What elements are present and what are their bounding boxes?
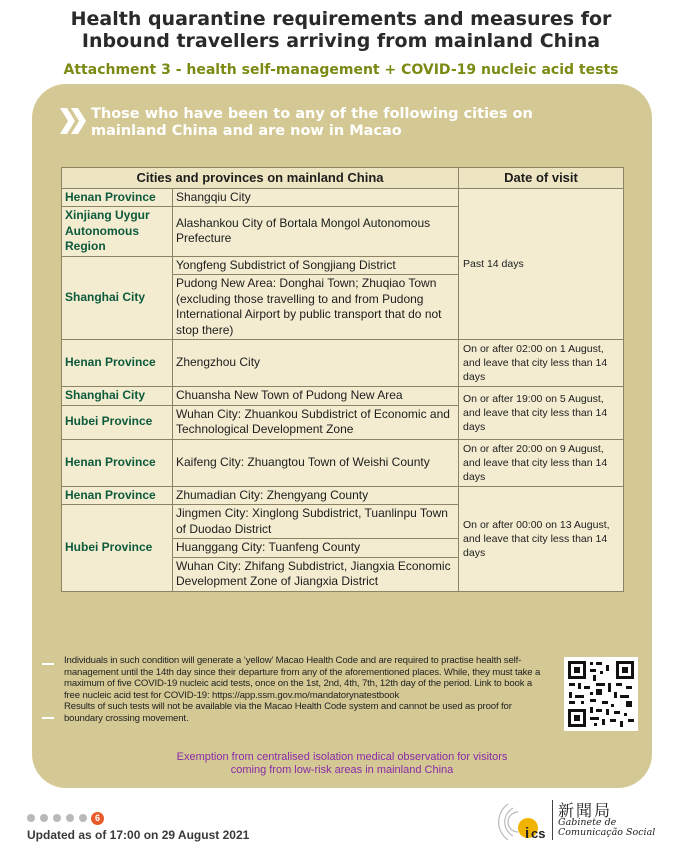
column-header-date: Date of visit xyxy=(459,168,624,189)
city-cell: Huanggang City: Tuanfeng County xyxy=(173,539,459,558)
qr-code[interactable] xyxy=(564,657,638,731)
province-cell: Hubei Province xyxy=(62,505,173,592)
svg-text:cs: cs xyxy=(531,826,546,841)
table-header-row xyxy=(62,168,624,189)
section-heading-line1: Those who have been to any of the following cities on xyxy=(91,106,533,122)
exemption-link[interactable] xyxy=(32,751,652,777)
gcs-logo xyxy=(498,796,678,846)
table-row xyxy=(62,387,624,406)
logo-portuguese-name xyxy=(558,818,655,838)
province-cell: Shanghai City xyxy=(62,256,173,340)
city-cell: Alashankou City of Bortala Mongol Autonomous Prefecture xyxy=(173,207,459,257)
logo-pt-line1: Gabinete de xyxy=(558,817,617,828)
city-cell: Kaifeng City: Zhuangtou Town of Weishi County xyxy=(173,439,459,486)
page-title xyxy=(0,8,682,52)
date-cell: On or after 00:00 on 13 August, and leave that city less than 14 days xyxy=(459,486,624,591)
province-cell: Henan Province xyxy=(62,188,173,207)
page-subtitle: Attachment 3 - health self-management + COVID-19 nucleic acid tests xyxy=(63,62,619,78)
page-title-line1: Health quarantine requirements and measures for xyxy=(70,8,612,30)
section-heading xyxy=(91,106,611,140)
logo-chinese-name: 新聞局 xyxy=(558,801,613,820)
double-chevron-icon xyxy=(58,106,88,136)
page-dot[interactable] xyxy=(79,814,87,822)
current-page-badge: 6 xyxy=(91,812,104,825)
exemption-line1: Exemption from centralised isolation medical observation for visitors xyxy=(176,751,508,763)
svg-text:i: i xyxy=(525,825,530,842)
logo-divider xyxy=(552,800,553,840)
date-cell: On or after 20:00 on 9 August, and leave that city less than 14 days xyxy=(459,439,624,486)
table-row xyxy=(62,340,624,387)
province-cell: Shanghai City xyxy=(62,387,173,406)
cities-table xyxy=(61,167,624,592)
table-row xyxy=(62,188,624,207)
date-cell: On or after 02:00 on 1 August, and leave that city less than 14 days xyxy=(459,340,624,387)
page-dot[interactable] xyxy=(53,814,61,822)
section-heading-line2: mainland China and are now in Macao xyxy=(91,123,402,139)
note-dash xyxy=(42,717,54,719)
city-cell: Zhengzhou City xyxy=(173,340,459,387)
date-cell: Past 14 days xyxy=(459,188,624,340)
page-dot[interactable] xyxy=(40,814,48,822)
city-cell: Wuhan City: Zhuankou Subdistrict of Economic and Technological Development Zone xyxy=(173,405,459,439)
province-cell: Xinjiang Uygur Autonomous Region xyxy=(62,207,173,257)
gcs-emblem-icon xyxy=(498,800,550,844)
table-row xyxy=(62,486,624,505)
note-text: Individuals in such condition will generate a ‘yellow’ Macao Health Code and are required to practise health self-management until the 14th day since their departure from any of the aforementioned places. While, they must take a maximum of five COVID-19 nucleic acid tests, once on the 1st, 2nd, 4th, 7th, 12th day of the period. Link to book a free nucleic acid test for COVID-19: https://app.ssm.gov.mo/mandatorynatestbook xyxy=(64,655,541,701)
page-dot[interactable] xyxy=(27,814,35,822)
province-cell: Henan Province xyxy=(62,486,173,505)
page-title-line2: Inbound travellers arriving from mainland China xyxy=(81,30,601,52)
city-cell: Shangqiu City xyxy=(173,188,459,207)
city-cell: Chuansha New Town of Pudong New Area xyxy=(173,387,459,406)
column-header-cities: Cities and provinces on mainland China xyxy=(62,168,459,189)
date-cell: On or after 19:00 on 5 August, and leave that city less than 14 days xyxy=(459,387,624,440)
table-row xyxy=(62,439,624,486)
note-text: Results of such tests will not be available via the Macao Health Code system and cannot be used as proof for boundary crossing movement. xyxy=(64,701,512,724)
updated-timestamp: Updated as of 17:00 on 29 August 2021 xyxy=(27,828,250,842)
province-cell: Henan Province xyxy=(62,439,173,486)
city-cell: Pudong New Area: Donghai Town; Zhuqiao Town (excluding those travelling to and from Pudong International Airport by public transport that do not stop there) xyxy=(173,275,459,340)
logo-pt-line2: Comunicação Social xyxy=(558,827,656,838)
province-cell: Hubei Province xyxy=(62,405,173,439)
city-cell: Wuhan City: Zhifang Subdistrict, Jiangxia Economic Development Zone of Jiangxia District xyxy=(173,557,459,591)
province-cell: Henan Province xyxy=(62,340,173,387)
page-dot[interactable] xyxy=(66,814,74,822)
city-cell: Zhumadian City: Zhengyang County xyxy=(173,486,459,505)
exemption-line2: coming from low-risk areas in mainland China xyxy=(230,764,454,776)
note-dash xyxy=(42,663,54,665)
city-cell: Jingmen City: Xinglong Subdistrict, Tuanlinpu Town of Duodao District xyxy=(173,505,459,539)
city-cell: Yongfeng Subdistrict of Songjiang District xyxy=(173,256,459,275)
